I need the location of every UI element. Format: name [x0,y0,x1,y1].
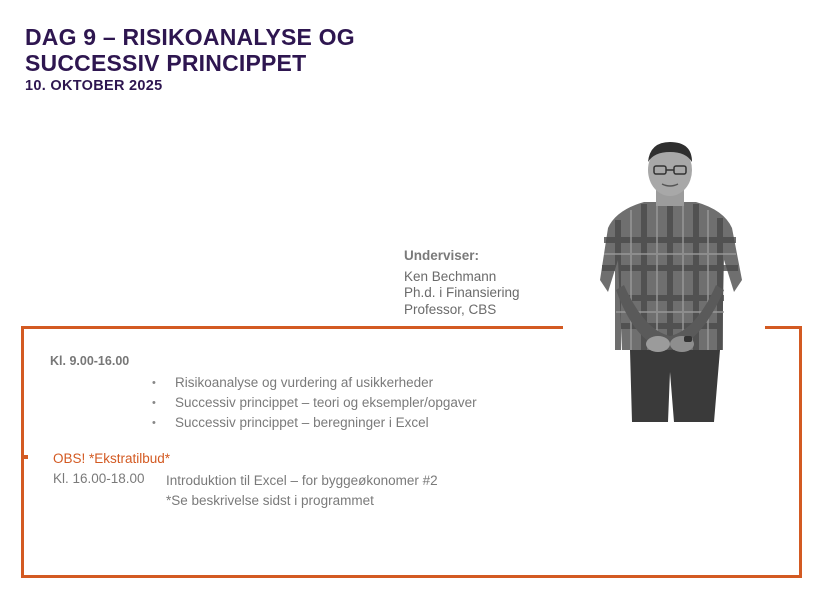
extra-time: Kl. 16.00-18.00 [53,471,145,486]
list-item [152,373,477,393]
teacher-name: Ken Bechmann [404,268,497,284]
title-line-2: SUCCESSIV PRINCIPPET [25,50,307,76]
list-item-text: Successiv princippet – beregninger i Excel [175,415,429,430]
extra-note: *Se beskrivelse sidst i programmet [166,493,374,508]
date: 10. OKTOBER 2025 [25,78,163,94]
bullet-icon: • [152,417,156,429]
title-line-1: DAG 9 – RISIKOANALYSE OG [25,24,355,50]
frame-bottom-border [21,575,802,578]
list-item-text: Risikoanalyse og vurdering af usikkerheder [175,375,434,390]
extra-title: Introduktion til Excel – for byggeøkonomer #2 [166,473,438,488]
teacher-portrait [596,140,744,422]
frame-left-border [21,326,24,578]
frame-top-left-border [21,326,563,329]
teacher-position: Professor, CBS [404,301,497,317]
list-item [152,393,477,413]
extra-description [166,471,438,511]
list-item [152,413,477,433]
extra-notice: OBS! *Ekstratilbud* [53,451,171,466]
teacher-heading: Underviser: [404,248,480,263]
teacher-degree: Ph.d. i Finansiering [404,285,520,300]
page-title [25,24,355,76]
program-time: Kl. 9.00-16.00 [50,354,130,368]
bullet-icon: • [152,397,156,409]
bullet-icon: • [152,377,156,389]
frame-right-border [799,326,802,578]
list-item-text: Successiv princippet – teori og eksempler/opgaver [175,395,477,410]
teacher-info [404,248,520,318]
notice-marker [24,455,28,459]
program-list [152,373,477,433]
frame-top-right-border [765,326,802,329]
